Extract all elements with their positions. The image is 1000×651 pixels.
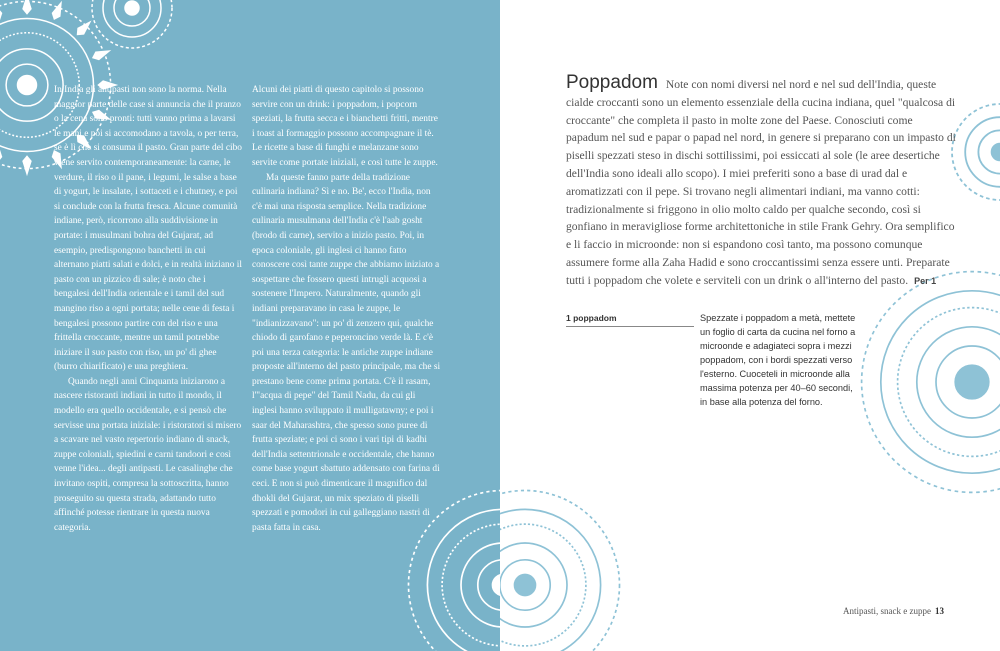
divider (566, 326, 694, 327)
paragraph: Alcuni dei piatti di questo capitolo si possono servire con un drink: i poppadom, i popcorn speziati, la frutta secca e i bianchetti fritti, mentre i toast al formaggio possono accompagnare il tè. Le ricette a base di funghi e melanzane sono servite come portate iniziali, e così tutte le zuppe. (252, 85, 438, 168)
recipe-method: Spezzate i poppadom a metà, mettete un foglio di carta da cucina nel forno a microonde e adagiateci sopra i mezzi poppadom, con i bordi spezzati verso l'esterno. Cuoceteli in microonde alla massima potenza per 40–60 secondi, in base alla potenza del forno. (700, 313, 856, 407)
body-column-2 (252, 83, 442, 535)
recipe-intro (566, 74, 958, 291)
mandala-ornament-icon (500, 480, 630, 651)
paragraph: Quando negli anni Cinquanta iniziarono a nascere ristoranti indiani in tutto il mondo, il modello era quello occidentale, e si pensò che servisse una portata iniziale: i ristoratori si misero a scavare nel vasto repertorio indiano di snack, zuppe coloniali, spiedini e carni tandoori e così venne l'idea... degli antipasti. Le casalinghe che invitano ospiti, compresa la sottoscritta, hanno proseguito su questa strada, adattando tutto affinché potesse rientrare in questa nuova categoria. (54, 376, 242, 533)
mandala-ornament-icon (852, 262, 1000, 502)
recipe-title: Poppadom (566, 72, 658, 93)
paragraph: Ma queste fanno parte della tradizione culinaria indiana? Sì e no. Be', ecco l'India, non c'è mai una risposta semplice. Nella tradizione culinaria musulmana dell'India c'è l'aab gosht (brodo di carne), servito a inizio pasto. Poi, in epoca coloniale, gli inglesi ci hanno fatto conoscere così tante zuppe che abbiamo iniziato a sospettare che fossero questi intrugli acquosi a sostenere l'Impero. Naturalmente, quando gli indiani preparavano in casa le zuppe, le "indianizzavano": un po' di zenzero qui, qualche chiodo di garofano e peperoncino verde là. E c'è poi una terza categoria: le antiche zuppe indiane proposte all'interno del pasto principale, ma che si prestano bene come prima portata. C'è il rasam, l'"acqua di pepe" del Tamil Nadu, da cui gli inglesi hanno sviluppato il mulligatawny; e poi i saar del Maharashtra, che spesso sono puree di frutta speziate; e poi ci sono i vari tipi di kadhi dell'India settentrionale e occidentale, che hanno come base yogurt sbattuto addensato con farina di ceci. E non si può dimenticare il magnifico dal dhokli del Gujarat, un mix speziato di piselli spezzati e pomodori in cui galleggiano nastri di pasta fatta in casa. (252, 172, 441, 533)
ingredient-item: 1 poppadom (566, 313, 617, 323)
page-footer (843, 606, 944, 616)
footer-section: Antipasti, snack e zuppe (843, 606, 931, 616)
mandala-ornament-icon (82, 0, 182, 58)
body-column-1 (54, 83, 242, 535)
paragraph: In India gli antipasti non sono la norma. Nella maggior parte delle case si annuncia che il pranzo o la cena sono pronti: tutti vanno prima a lavarsi le mani e poi si accomodano a tavola, o per terra, se è lì che si consuma il pasto. Gran parte del cibo viene servito contemporaneamente: la carne, le verdure, il riso o il pane, i legumi, le salse a base di yogurt, le insalate, i sottaceti e i chutney, e poi si conclude con la frutta fresca. Alcune comunità indiane, però, ricorrono alla suddivisione in portate: i musulmani bohra del Gujarat, ad esempio, predispongono banchetti in cui alternano piatti salati e dolci, e in realtà iniziano il pasto con un pizzico di sale; è noto che i bengalesi dell'India orientale e i tamil del sud mangino riso a ogni portata; nelle cene di festa i bengalesi possono partire con del riso e una frittella croccante, mentre un tamil potrebbe iniziare il suo pasto con riso, un po' di ghee (burro chiarificato) e una preghiera. (54, 85, 242, 373)
right-page (500, 0, 1000, 651)
recipe-intro-text: Note con nomi diversi nel nord e nel sud dell'India, queste cialde croccanti sono un elemento essenziale della cucina indiana, quel "qualcosa di croccante" che completa il pasto in molte zone del Paese. Conosciuti come papadum nel sud e papar o papad nel nord, in genere si preparano con un impasto di piselli spezzati steso in dischi sottilissimi, poi essiccati al sole (le aree desertiche dell'India sono ideali allo scopo). I miei preferiti sono a base di urad dal e aromatizzati con il pepe. Si trovano negli alimentari indiani, ma vanno cotti: tradizionalmente si friggono in olio molto caldo per qualche secondo, così si gonfiano in meravigliose forme architettoniche in stile Frank Gehry. Ora semplifico e li faccio in microonde: non si espandono così tanto, ma possono comunque assumere forme alla Zaha Hadid e sono croccantissimi senza essere unti. Preparate tutti i poppadom che volete e serviteli con un drink o all'interno del pasto. (566, 78, 956, 287)
page-number: 13 (935, 606, 944, 616)
serves-label: Per 1 (914, 275, 937, 286)
